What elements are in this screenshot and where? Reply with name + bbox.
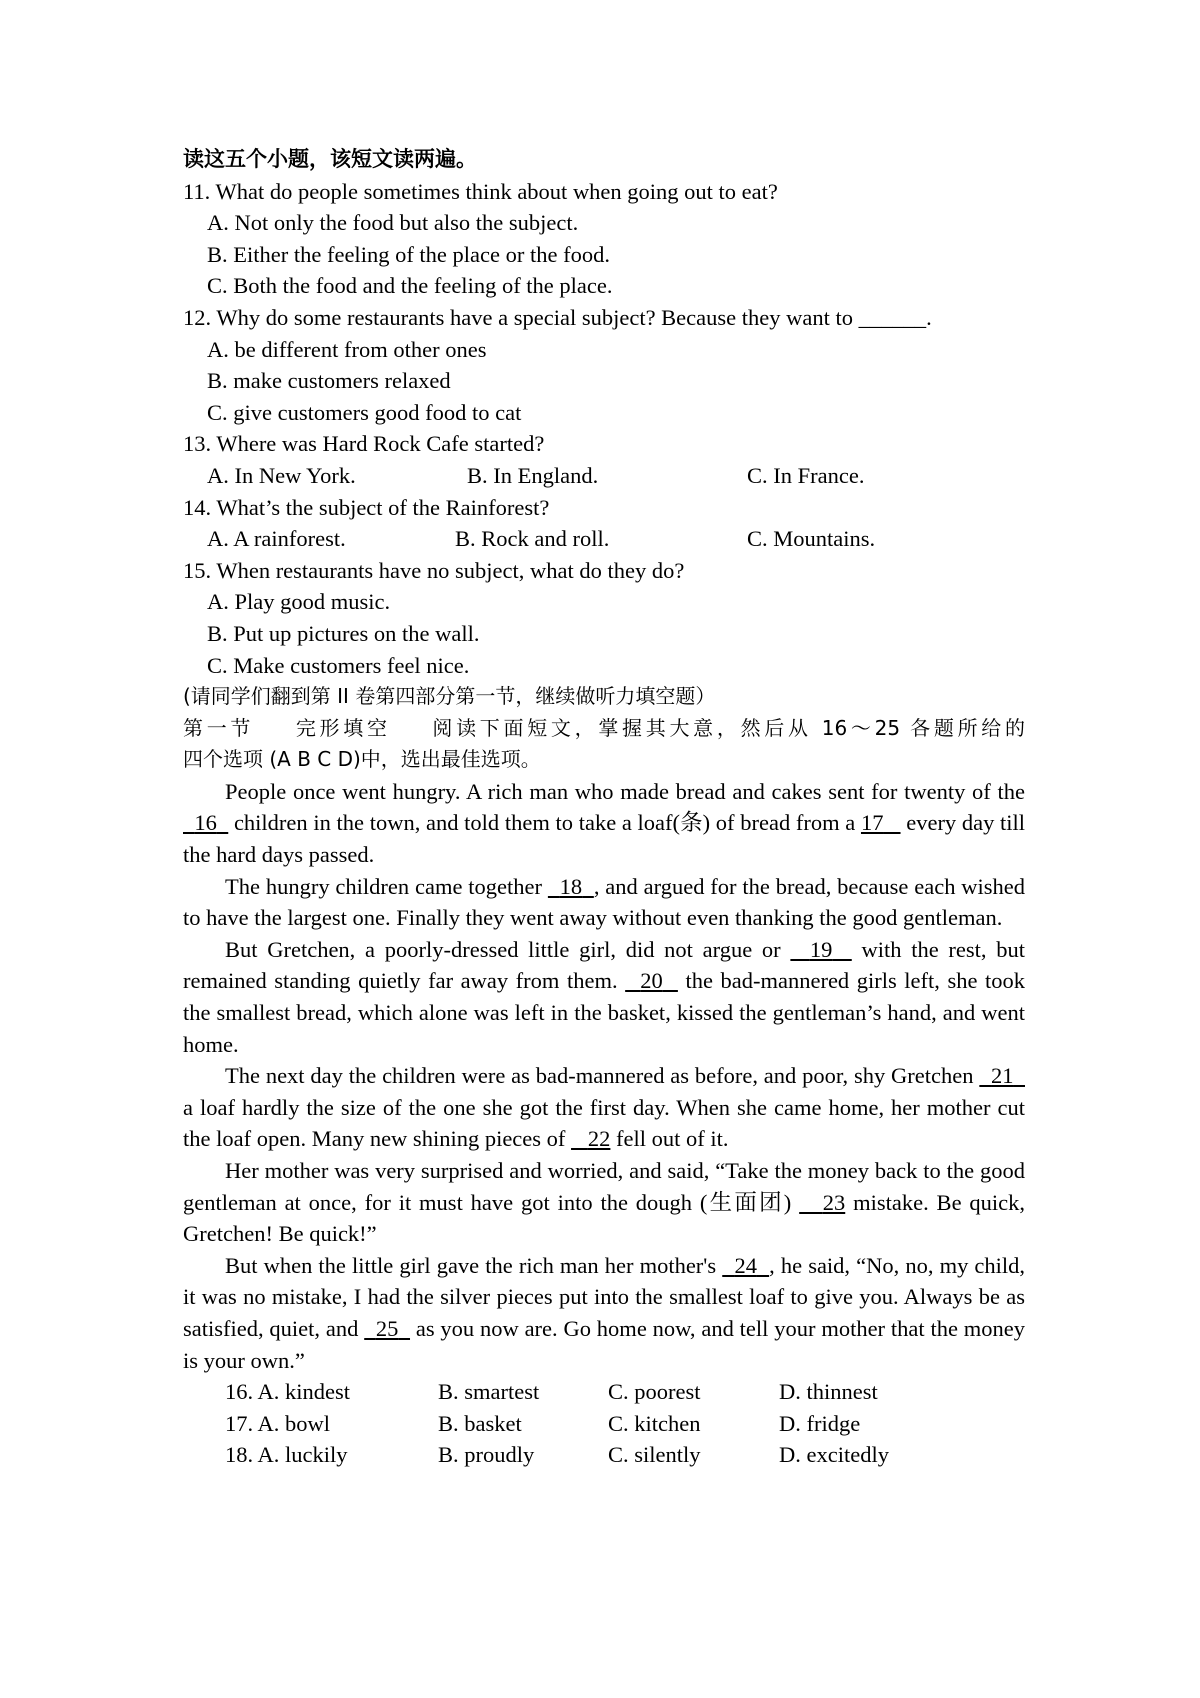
choice-row-16 bbox=[183, 1376, 1025, 1408]
cloze-paragraph-3 bbox=[183, 934, 1025, 1060]
blank-number: 23 bbox=[822, 1189, 846, 1215]
section-name: 完形填空 bbox=[292, 715, 391, 740]
question-15-option-a: A. Play good music. bbox=[207, 589, 391, 615]
paragraph-text: But when the little girl gave the rich man her mother's bbox=[225, 1252, 717, 1278]
cloze-paragraph-2 bbox=[183, 871, 1025, 934]
turn-page-note: (请同学们翻到第 II 卷第四部分第一节，继续做听力填空题） bbox=[183, 684, 716, 709]
question-14-option-b: B. Rock and roll. bbox=[455, 526, 610, 552]
blank-number: 21 bbox=[991, 1063, 1014, 1089]
question-14-options bbox=[183, 523, 1025, 555]
blank-number: 19 bbox=[809, 936, 833, 962]
choice-17-c: C. kitchen bbox=[608, 1410, 701, 1436]
blank-number: 20 bbox=[640, 968, 663, 994]
section-instruction-cont: 四个选项 (A B C D)中，选出最佳选项。 bbox=[183, 747, 541, 772]
paragraph-text: a loaf hardly the size of the one she got the first day. When she came home, her mother cut the loaf open. Many new shining pieces of bbox=[183, 1094, 1025, 1152]
blank-23[interactable] bbox=[799, 1190, 845, 1215]
choice-18-d: D. excitedly bbox=[779, 1442, 889, 1468]
question-12-option-c: C. give customers good food to cat bbox=[207, 399, 522, 425]
blank-number: 25 bbox=[375, 1315, 399, 1341]
paragraph-text: The next day the children were as bad-mannered as before, and poor, shy Gretchen bbox=[225, 1063, 974, 1089]
question-13-option-b: B. In England. bbox=[467, 462, 599, 488]
question-13-options bbox=[183, 460, 1025, 492]
blank-number: 22 bbox=[587, 1126, 611, 1152]
question-11-option-a: A. Not only the food but also the subject. bbox=[207, 210, 579, 236]
cloze-paragraph-5 bbox=[183, 1155, 1025, 1250]
blank-16[interactable] bbox=[183, 810, 228, 835]
blank-number: 17 bbox=[860, 810, 884, 836]
paragraph-text: , he said, “No, no, my child, it was no mistake, I had the silver pieces put into the smallest loaf to give you. Always be as satisfied, quiet, and bbox=[183, 1252, 1026, 1341]
choice-row-18 bbox=[183, 1439, 1025, 1471]
blank-number: 16 bbox=[194, 810, 217, 836]
choice-17-a: 17. A. bowl bbox=[225, 1410, 331, 1436]
paragraph-text: mistake. Be quick, Gretchen! Be quick!” bbox=[183, 1189, 1026, 1247]
question-11-option-c: C. Both the food and the feeling of the place. bbox=[207, 273, 613, 299]
paragraph-text: , and argued for the bread, because each wished to have the largest one. Finally they went away without even thanking the good gentleman. bbox=[183, 873, 1026, 931]
blank-number: 24 bbox=[734, 1252, 757, 1278]
choice-18-b: B. proudly bbox=[438, 1442, 535, 1468]
question-15-option-c: C. Make customers feel nice. bbox=[207, 652, 470, 678]
question-13-option-c: C. In France. bbox=[747, 462, 865, 488]
question-13-stem: 13. Where was Hard Rock Cafe started? bbox=[183, 431, 545, 457]
choice-17-b: B. basket bbox=[438, 1410, 522, 1436]
choice-17-d: D. fridge bbox=[779, 1410, 861, 1436]
question-15-option-b: B. Put up pictures on the wall. bbox=[207, 620, 480, 646]
blank-21[interactable] bbox=[979, 1063, 1025, 1088]
choice-16-d: D. thinnest bbox=[779, 1379, 878, 1405]
blank-18[interactable] bbox=[548, 874, 594, 899]
paragraph-text: as you now are. Go home now, and tell your mother that the money is your own.” bbox=[183, 1315, 1025, 1373]
cloze-paragraph-1 bbox=[183, 776, 1025, 871]
choice-16-a: 16. A. kindest bbox=[225, 1379, 351, 1405]
question-12-stem: 12. Why do some restaurants have a special subject? Because they want to ______. bbox=[183, 304, 932, 330]
choice-18-a: 18. A. luckily bbox=[225, 1442, 348, 1468]
listening-instruction: 读这五个小题，该短文读两遍。 bbox=[183, 147, 477, 171]
cloze-paragraph-4 bbox=[183, 1060, 1025, 1155]
paragraph-text: the bad-mannered girls left, she took the smallest bread, which alone was left in the basket, kissed the gentleman’s hand, and went home. bbox=[183, 968, 1026, 1057]
blank-20[interactable] bbox=[625, 968, 678, 993]
paragraph-text: Her mother was very surprised and worried, and said, “Take the money back to the good gentleman at once, for it must have got into the dough (生面团) bbox=[183, 1158, 1025, 1215]
question-13-option-a: A. In New York. bbox=[207, 462, 356, 488]
section-number: 第一节 bbox=[183, 715, 255, 740]
paragraph-text: But Gretchen, a poorly-dressed little girl, did not argue or bbox=[225, 936, 781, 962]
blank-24[interactable] bbox=[722, 1253, 769, 1278]
paragraph-text: fell out of it. bbox=[616, 1126, 729, 1152]
question-14-option-a: A. A rainforest. bbox=[207, 526, 346, 552]
question-12-option-a: A. be different from other ones bbox=[207, 336, 487, 362]
cloze-section-header bbox=[183, 713, 1025, 745]
blank-19[interactable] bbox=[790, 937, 851, 962]
exam-page bbox=[183, 144, 1025, 1471]
blank-22[interactable] bbox=[571, 1126, 610, 1151]
blank-25[interactable] bbox=[364, 1316, 410, 1341]
paragraph-text: children in the town, and told them to take a loaf(条) of bread from a bbox=[233, 810, 856, 836]
section-instruction: 阅读下面短文，掌握其大意，然后从 16～25 各题所给的 bbox=[428, 715, 1025, 740]
question-11-option-b: B. Either the feeling of the place or the food. bbox=[207, 241, 610, 267]
paragraph-text: every day till the hard days passed. bbox=[183, 810, 1026, 868]
blank-number: 18 bbox=[559, 873, 583, 899]
paragraph-text: with the rest, but remained standing quietly far away from them. bbox=[183, 936, 1025, 994]
question-12-option-b: B. make customers relaxed bbox=[207, 368, 451, 394]
question-15-stem: 15. When restaurants have no subject, what do they do? bbox=[183, 557, 685, 583]
paragraph-text: The hungry children came together bbox=[225, 873, 543, 899]
choice-18-c: C. silently bbox=[608, 1442, 701, 1468]
question-11-stem: 11. What do people sometimes think about when going out to eat? bbox=[183, 178, 778, 204]
choice-row-17 bbox=[183, 1408, 1025, 1440]
choice-16-c: C. poorest bbox=[608, 1379, 701, 1405]
paragraph-text: People once went hungry. A rich man who made bread and cakes sent for twenty of the bbox=[225, 778, 1025, 804]
question-14-stem: 14. What’s the subject of the Rainforest? bbox=[183, 494, 550, 520]
choice-16-b: B. smartest bbox=[438, 1379, 540, 1405]
cloze-paragraph-6 bbox=[183, 1250, 1025, 1376]
question-14-option-c: C. Mountains. bbox=[747, 526, 876, 552]
blank-17[interactable] bbox=[861, 810, 901, 835]
